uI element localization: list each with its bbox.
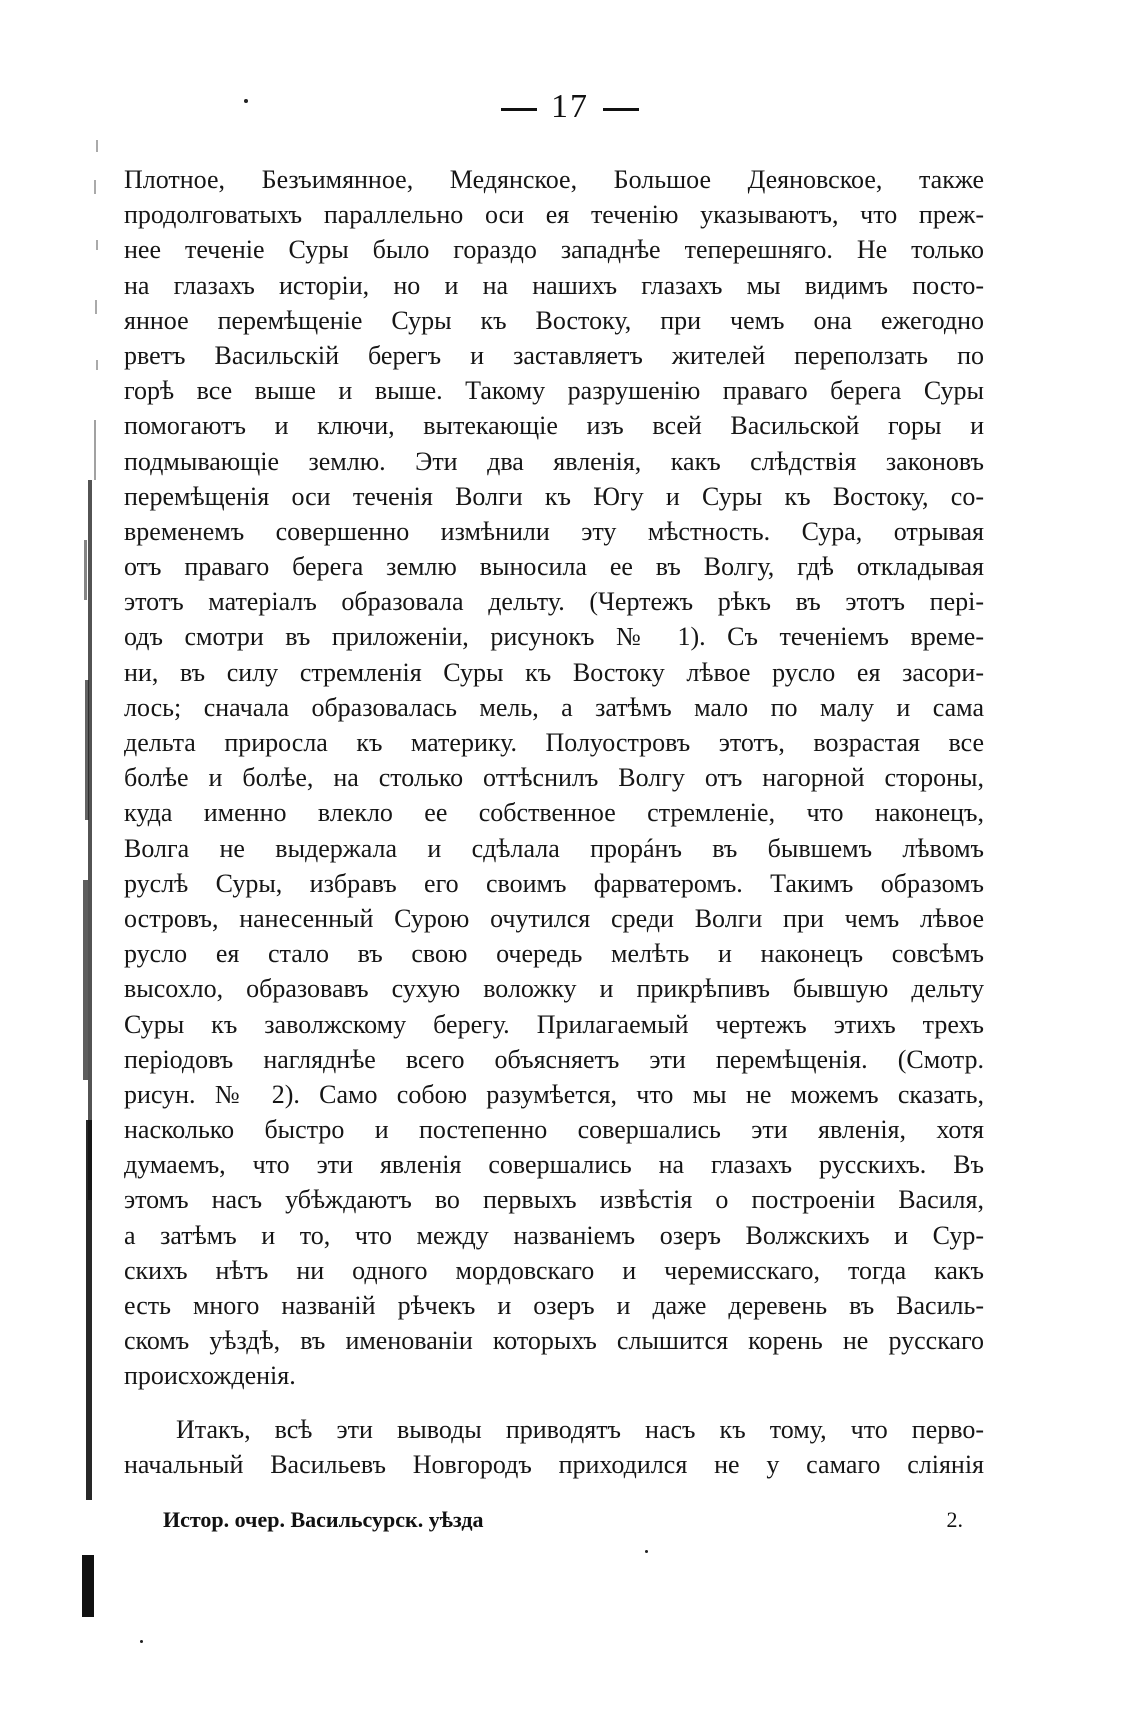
text-line: русло ея стало въ свою очередь мелѣть и наконецъ совсѣмъ: [124, 939, 984, 969]
text-line: Суры къ заволжскому берегу. Прилагаемый чертежъ этихъ трехъ: [124, 1009, 984, 1039]
text-line: а затѣмъ и то, что между названіемъ озеръ Волжскихъ и Сур-: [124, 1220, 984, 1250]
text-line: ни, въ силу стремленія Суры къ Востоку лѣвое русло ея засори-: [124, 657, 984, 687]
text-line: временемъ совершенно измѣнили эту мѣстность. Сура, отрывая: [124, 516, 984, 546]
page-number: [0, 88, 1140, 126]
text-line: одъ смотри въ приложеніи, рисунокъ № 1). Съ теченіемъ време-: [124, 622, 984, 652]
text-line: островъ, нанесенный Сурою очутился среди Волги при чемъ лѣвое: [124, 903, 984, 933]
text-line: янное перемѣщеніе Суры къ Востоку, при чемъ она ежегодно: [124, 305, 984, 335]
page-footer: [163, 1507, 963, 1533]
text-line: думаемъ, что эти явленія совершались на глазахъ русскихъ. Въ: [124, 1150, 984, 1180]
text-line: горѣ все выше и выше. Такому разрушенію праваго берега Суры: [124, 376, 984, 406]
scan-speck: [244, 99, 248, 103]
paragraph: [124, 1412, 984, 1482]
paragraph-gap: [124, 1394, 984, 1412]
text-line: дельта приросла къ материку. Полуостровъ этотъ, возрастая все: [124, 728, 984, 757]
text-line: перемѣщенія оси теченія Волги къ Югу и Суры къ Востоку, со-: [124, 481, 984, 511]
text-line: помогаютъ и ключи, вытекающіе изъ всей Васильской горы и: [124, 411, 984, 441]
body-text: [124, 162, 984, 1482]
text-line: нее теченіе Суры было гораздо западнѣе теперешняго. Не только: [124, 235, 984, 265]
paragraph: [124, 162, 984, 1394]
scan-edge-bar: [82, 1555, 94, 1617]
text-line: куда именно влекло ее собственное стремленіе, что наконецъ,: [124, 798, 984, 828]
text-line: отъ праваго берега землю выносила ее въ Волгу, гдѣ откладывая: [124, 552, 984, 582]
text-line: болѣе и болѣе, на столько оттѣснилъ Волгу отъ нагорной стороны,: [124, 763, 984, 793]
text-line: есть много названій рѣчекъ и озеръ и даже деревень въ Василь-: [124, 1291, 984, 1320]
page-number-dash-right: [603, 108, 639, 111]
text-line: высохло, образовавъ сухую воложку и прикрѣпивъ бывшую дельту: [124, 974, 984, 1004]
scan-edge-noise: [74, 120, 106, 1510]
text-line: Волга не выдержала и сдѣлала прорáнъ въ бывшемъ лѣвомъ: [124, 833, 984, 863]
text-line: на глазахъ исторіи, но и на нашихъ глазахъ мы видимъ посто-: [124, 270, 984, 300]
text-line: скихъ нѣтъ ни одного мордовскаго и черемисскаго, тогда какъ: [124, 1255, 984, 1285]
text-line: рисун. № 2). Само собою разумѣется, что мы не можемъ сказать,: [124, 1079, 984, 1109]
text-line: начальный Васильевъ Новгородъ приходился не у самаго сліянія: [124, 1449, 984, 1479]
text-line: рветъ Васильскій берегъ и заставляетъ жителей переползать по: [124, 340, 984, 370]
text-line: продолговатыхъ параллельно оси ея теченію указываютъ, что преж-: [124, 200, 984, 230]
text-line: подмывающіе землю. Эти два явленія, какъ слѣдствія законовъ: [124, 446, 984, 476]
text-line: Итакъ, всѣ эти выводы приводятъ насъ къ тому, что перво-: [176, 1414, 984, 1444]
text-line: этотъ матеріалъ образовала дельту. (Чертежъ рѣкъ въ этотъ пері-: [124, 587, 984, 617]
text-line: происхожденія.: [124, 1361, 296, 1391]
text-line: этомъ насъ убѣждаютъ во первыхъ извѣстія о построеніи Василя,: [124, 1185, 984, 1215]
signature-mark: 2.: [946, 1507, 963, 1532]
footer-title: Истор. очер. Васильсурск. уѣзда: [163, 1507, 484, 1532]
page-number-value: 17: [551, 88, 589, 125]
scan-speck: [645, 1550, 648, 1553]
text-line: насколько быстро и постепенно совершались эти явленія, хотя: [124, 1115, 984, 1145]
text-line: руслѣ Суры, избравъ его своимъ фарватеромъ. Такимъ образомъ: [124, 868, 984, 898]
page-number-dash-left: [501, 108, 537, 111]
text-line: лось; сначала образовалась мель, а затѣмъ мало по малу и сама: [124, 692, 984, 722]
text-line: періодовъ нагляднѣе всего объясняетъ эти перемѣщенія. (Смотр.: [124, 1044, 984, 1074]
text-line: Плотное, Безъимянное, Медянское, Большое Деяновское, также: [124, 165, 984, 194]
text-line: скомъ уѣздѣ, въ именованіи которыхъ слышится корень не русскаго: [124, 1326, 984, 1356]
scan-speck: [140, 1640, 143, 1643]
